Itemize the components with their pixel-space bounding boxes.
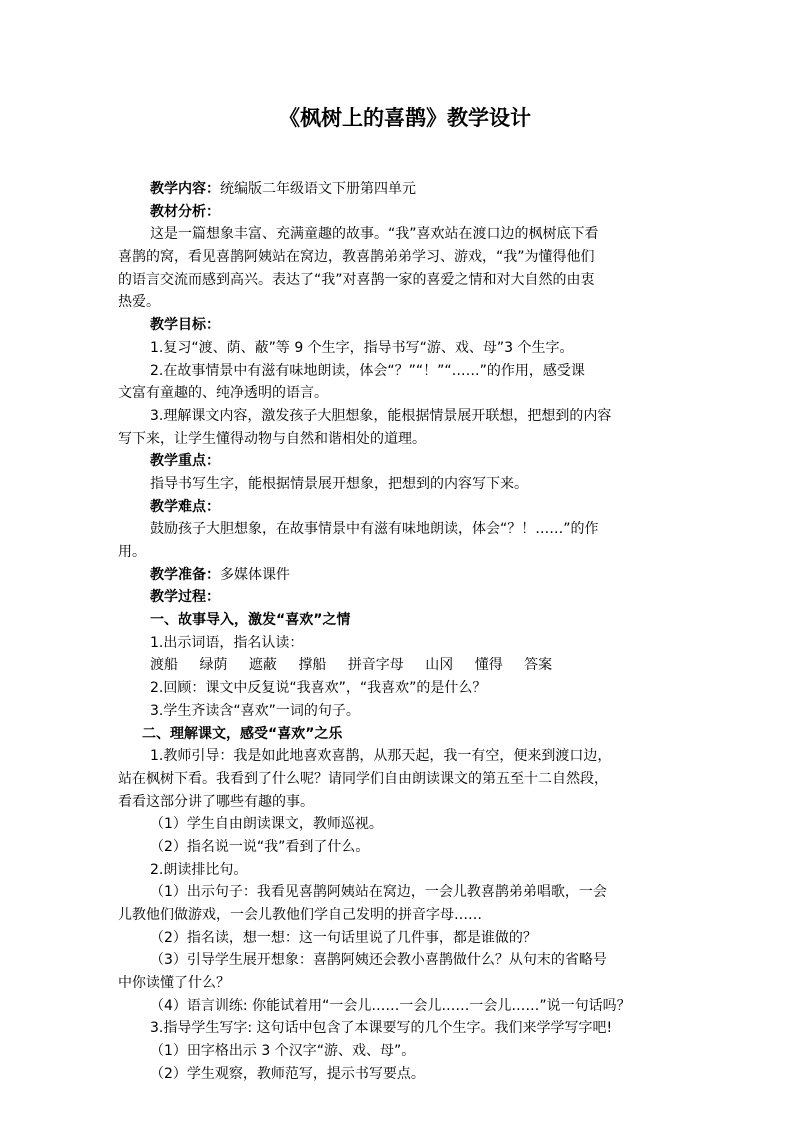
sub-item: （1）田字格出示 3 个汉字“游、戏、母”。 [150, 1043, 416, 1060]
document-title: 《枫树上的喜鹊》教学设计 [279, 105, 531, 130]
analysis-paragraph-line: 热爱。 [118, 294, 160, 311]
analysis-paragraph-line: 的语言交流而感到高兴。表达了“我”对喜鹊一家的喜爱之情和对大自然的由衷 [118, 271, 595, 288]
sub-item: （4）语言训练: 你能试着用“一会儿……一会儿……一会儿……”说一句话吗？ [150, 997, 631, 1014]
sub-item: （2）学生观察，教师范写，提示书写要点。 [150, 1065, 425, 1082]
vocab-word: 山冈 [425, 657, 454, 674]
process-heading: 教学过程： [150, 589, 220, 606]
sub-item: （3）引导学生展开想象：喜鹊阿姨还会教小喜鹊做什么？从句末的省略号 [150, 952, 607, 969]
section-item: 站在枫树下看。我看到了什么呢？请同学们自由朗读课文的第五至十二自然段， [118, 770, 608, 787]
section-item: 1.出示词语，指名认读： [150, 634, 304, 651]
section-heading: 二、理解课文，感受“喜欢”之乐 [142, 725, 343, 742]
vocab-word: 答案 [524, 657, 553, 674]
section-heading: 一、故事导入，激发“喜欢”之情 [150, 612, 351, 629]
sub-item: （1）学生自由朗读课文，教师巡视。 [150, 816, 383, 833]
section-item: 2.朗读排比句。 [150, 861, 248, 878]
prep-label: 教学准备： [150, 566, 220, 583]
difficulty-line: 用。 [118, 544, 146, 560]
vocab-word: 渡船 [150, 657, 178, 674]
difficulty-line: 鼓励孩子大胆想象，在故事情景中有滋有味地朗读，体会“？！……”的作 [150, 521, 599, 538]
goal-line: 2.在故事情景中有滋有味地朗读，体会“？”“！”“……”的作用，感受课 [150, 362, 585, 379]
analysis-paragraph-line: 这是一篇想象丰富、充满童趣的故事。“我”喜欢站在渡口边的枫树底下看 [150, 226, 599, 243]
goal-line: 1.复习“渡、荫、蔽”等 9 个生字，指导书写“游、戏、母”3 个生字。 [150, 339, 574, 356]
sub-item: 儿教他们做游戏，一会儿教他们学自己发明的拼音字母…… [118, 907, 482, 923]
sub-item: （1）出示句子：我看见喜鹊阿姨站在窝边，一会儿教喜鹊弟弟唱歌，一会 [150, 884, 607, 901]
analysis-paragraph-line: 喜鹊的窝，看见喜鹊阿姨站在窝边，教喜鹊弟弟学习、游戏，“我”为懂得他们 [118, 249, 595, 266]
key-text: 指导书写生字，能根据情景展开想象，把想到的内容写下来。 [150, 475, 528, 492]
section-item: 看看这部分讲了哪些有趣的事。 [118, 793, 314, 810]
difficulty-heading: 教学难点： [150, 498, 220, 515]
goal-line: 写下来，让学生懂得动物与自然和谐相处的道理。 [118, 430, 426, 447]
sub-item: （2）指名说一说“我”看到了什么。 [150, 838, 370, 855]
vocab-word: 遮蔽 [248, 657, 277, 674]
sub-item: 中你读懂了什么？ [118, 975, 230, 992]
section-item: 3.学生齐读含“喜欢”一词的句子。 [150, 702, 360, 719]
vocab-word: 绿荫 [199, 657, 228, 674]
goal-line: 文富有童趣的、纯净透明的语言。 [118, 385, 328, 402]
vocab-word: 懂得 [474, 657, 503, 674]
goals-heading: 教学目标： [150, 317, 220, 334]
document-body [118, 178, 678, 1086]
section-item: 1.教师引导：我是如此地喜欢喜鹊，从那天起，我一有空，便来到渡口边， [150, 748, 612, 765]
content-line [118, 178, 678, 201]
vocab-word: 拼音字母 [347, 657, 404, 674]
goal-line: 3.理解课文内容，激发孩子大胆想象，能根据情景展开联想，把想到的内容 [150, 407, 612, 424]
vocab-list [118, 654, 678, 677]
content-text: 统编版二年级语文下册第四单元 [220, 181, 416, 197]
section-item: 2.回顾：课文中反复说“我喜欢”，“我喜欢”的是什么？ [150, 680, 487, 697]
sub-item: （2）指名读，想一想：这一句话里说了几件事，都是谁做的？ [150, 929, 537, 946]
prep-text: 多媒体课件 [220, 566, 290, 583]
analysis-heading: 教材分析： [150, 203, 220, 220]
content-label: 教学内容： [150, 181, 220, 197]
key-heading: 教学重点： [150, 453, 220, 470]
section-item: 3.指导学生写字: 这句话中包含了本课要写的几个生字。我们来学学写字吧! [150, 1020, 613, 1037]
prep-line [118, 564, 678, 587]
vocab-word: 撑船 [298, 657, 327, 674]
